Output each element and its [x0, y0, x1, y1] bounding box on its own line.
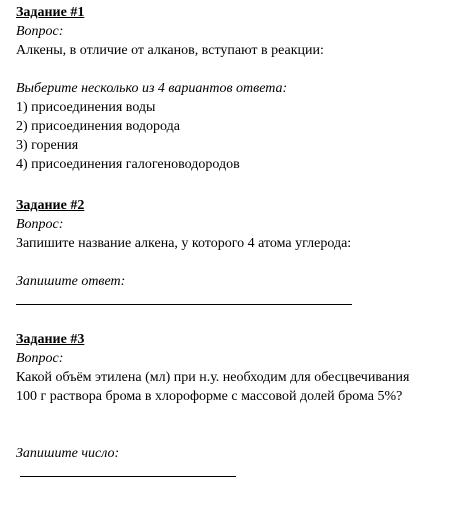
spacer [16, 305, 452, 330]
task-1-option-2[interactable]: 2) присоединения водорода [16, 119, 180, 134]
task-2-question-label: Вопрос: [16, 217, 64, 232]
task-3-question-label: Вопрос: [16, 351, 64, 366]
document-page [16, 3, 452, 477]
task-1-instruction: Выберите несколько из 4 вариантов ответа: [16, 81, 288, 96]
spacer [16, 406, 452, 444]
task-2-question-text: Запишите название алкена, у которого 4 атома углерода: [16, 236, 352, 251]
spacer [16, 253, 452, 272]
task-2-title: Задание #2 [16, 198, 85, 213]
task-1-question-text: Алкены, в отличие от алканов, вступают в реакции: [16, 43, 324, 58]
task-3-title: Задание #3 [16, 332, 85, 347]
task-3-answer-label: Запишите число: [16, 446, 120, 461]
task-1-option-3[interactable]: 3) горения [16, 138, 79, 153]
task-3-question-line-1: Какой объём этилена (мл) при н.у. необходим для обесцвечивания [16, 370, 410, 385]
task-2-answer-label: Запишите ответ: [16, 274, 126, 289]
task-1-option-4[interactable]: 4) присоединения галогеноводородов [16, 157, 240, 172]
task-1-title: Задание #1 [16, 5, 85, 20]
task-1-question-label: Вопрос: [16, 24, 64, 39]
task-3-answer-field[interactable] [20, 475, 236, 477]
spacer [16, 174, 452, 196]
task-1-option-1[interactable]: 1) присоединения воды [16, 100, 156, 115]
spacer [16, 60, 452, 79]
task-3-question-line-2: 100 г раствора брома в хлороформе с массовой долей брома 5%? [16, 389, 403, 404]
